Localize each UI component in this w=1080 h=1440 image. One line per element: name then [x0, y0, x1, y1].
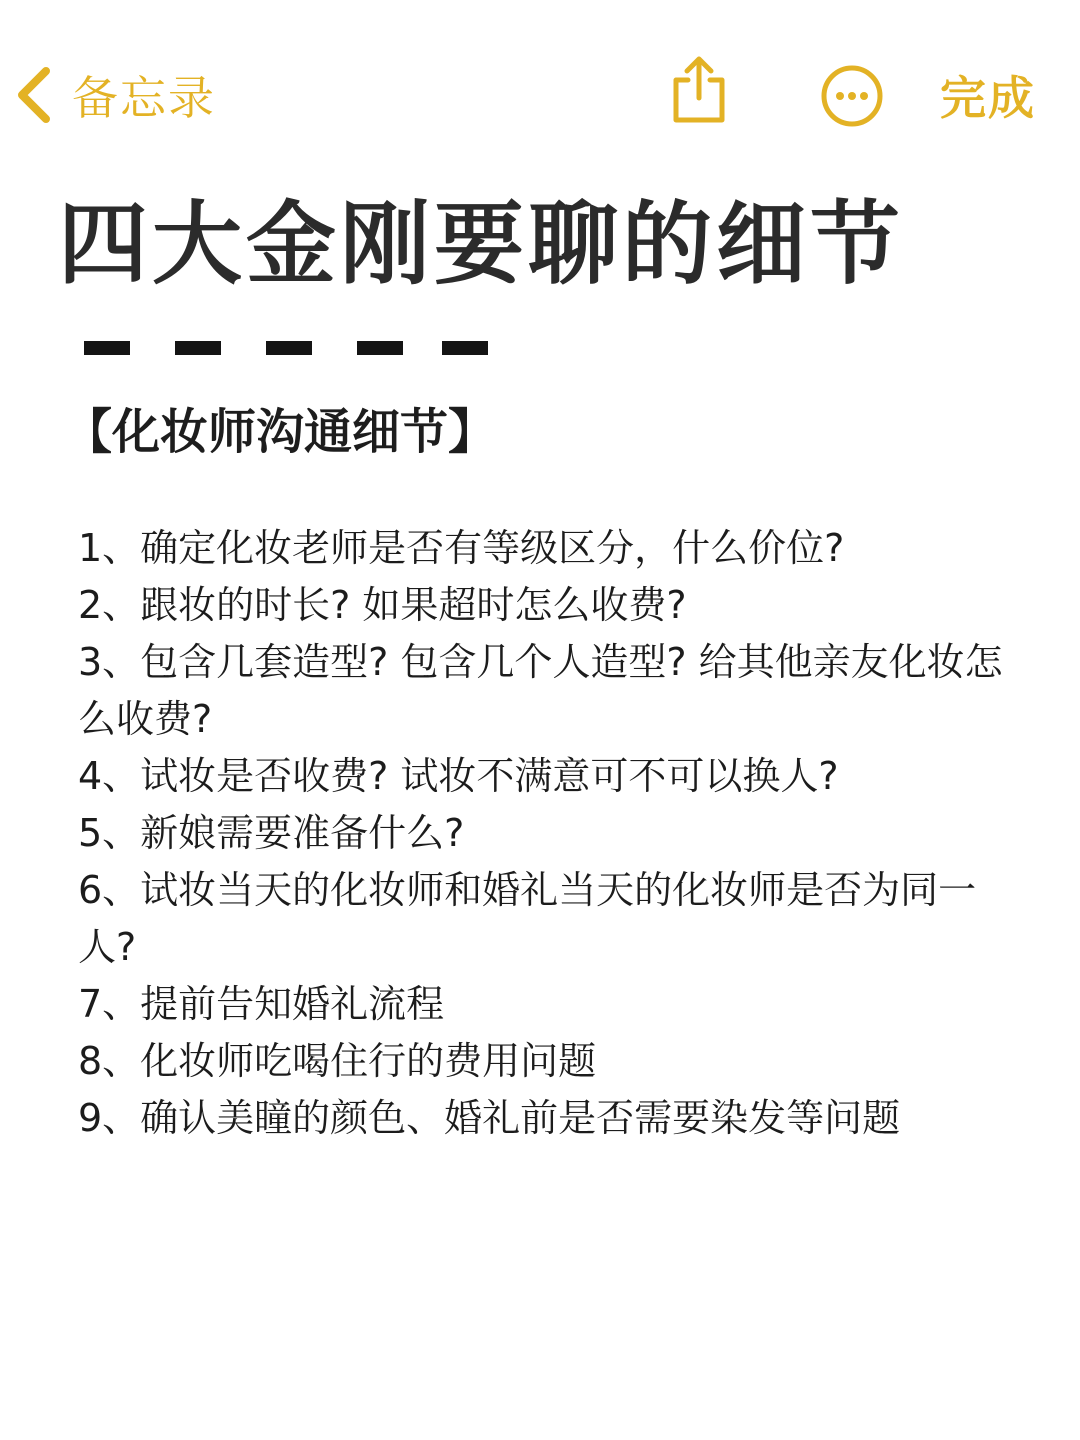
back-button[interactable]	[14, 60, 216, 130]
list-item: 8、化妆师吃喝住行的费用问题	[78, 1039, 597, 1083]
checklist	[78, 520, 1018, 1147]
divider-dash	[175, 341, 221, 355]
divider-dash	[266, 341, 312, 355]
chevron-left-icon	[14, 65, 54, 125]
divider-dash	[357, 341, 403, 355]
list-item: 6、试妆当天的化妆师和婚礼当天的化妆师是否为同一人?	[78, 868, 977, 969]
more-options-icon[interactable]	[820, 64, 884, 128]
list-item: 2、跟妆的时长? 如果超时怎么收费?	[78, 583, 687, 627]
back-button-label: 备忘录	[72, 71, 216, 125]
divider-dash	[442, 341, 488, 355]
divider-dash	[84, 341, 130, 355]
list-item: 7、提前告知婚礼流程	[78, 982, 445, 1026]
done-button[interactable]: 完成	[940, 71, 1036, 125]
list-item: 1、确定化妆老师是否有等级区分，什么价位?	[78, 526, 845, 570]
list-item: 9、确认美瞳的颜色、婚礼前是否需要染发等问题	[78, 1096, 901, 1140]
section-heading: 【化妆师沟通细节】	[64, 404, 497, 460]
list-item: 4、试妆是否收费? 试妆不满意可不可以换人?	[78, 754, 839, 798]
title-divider	[84, 341, 494, 357]
navigation-bar	[0, 48, 1080, 138]
note-title: 四大金刚要聊的细节	[58, 192, 904, 297]
list-item: 3、包含几套造型? 包含几个人造型? 给其他亲友化妆怎么收费?	[78, 640, 1003, 741]
list-item: 5、新娘需要准备什么?	[78, 811, 465, 855]
share-icon[interactable]	[668, 54, 730, 126]
